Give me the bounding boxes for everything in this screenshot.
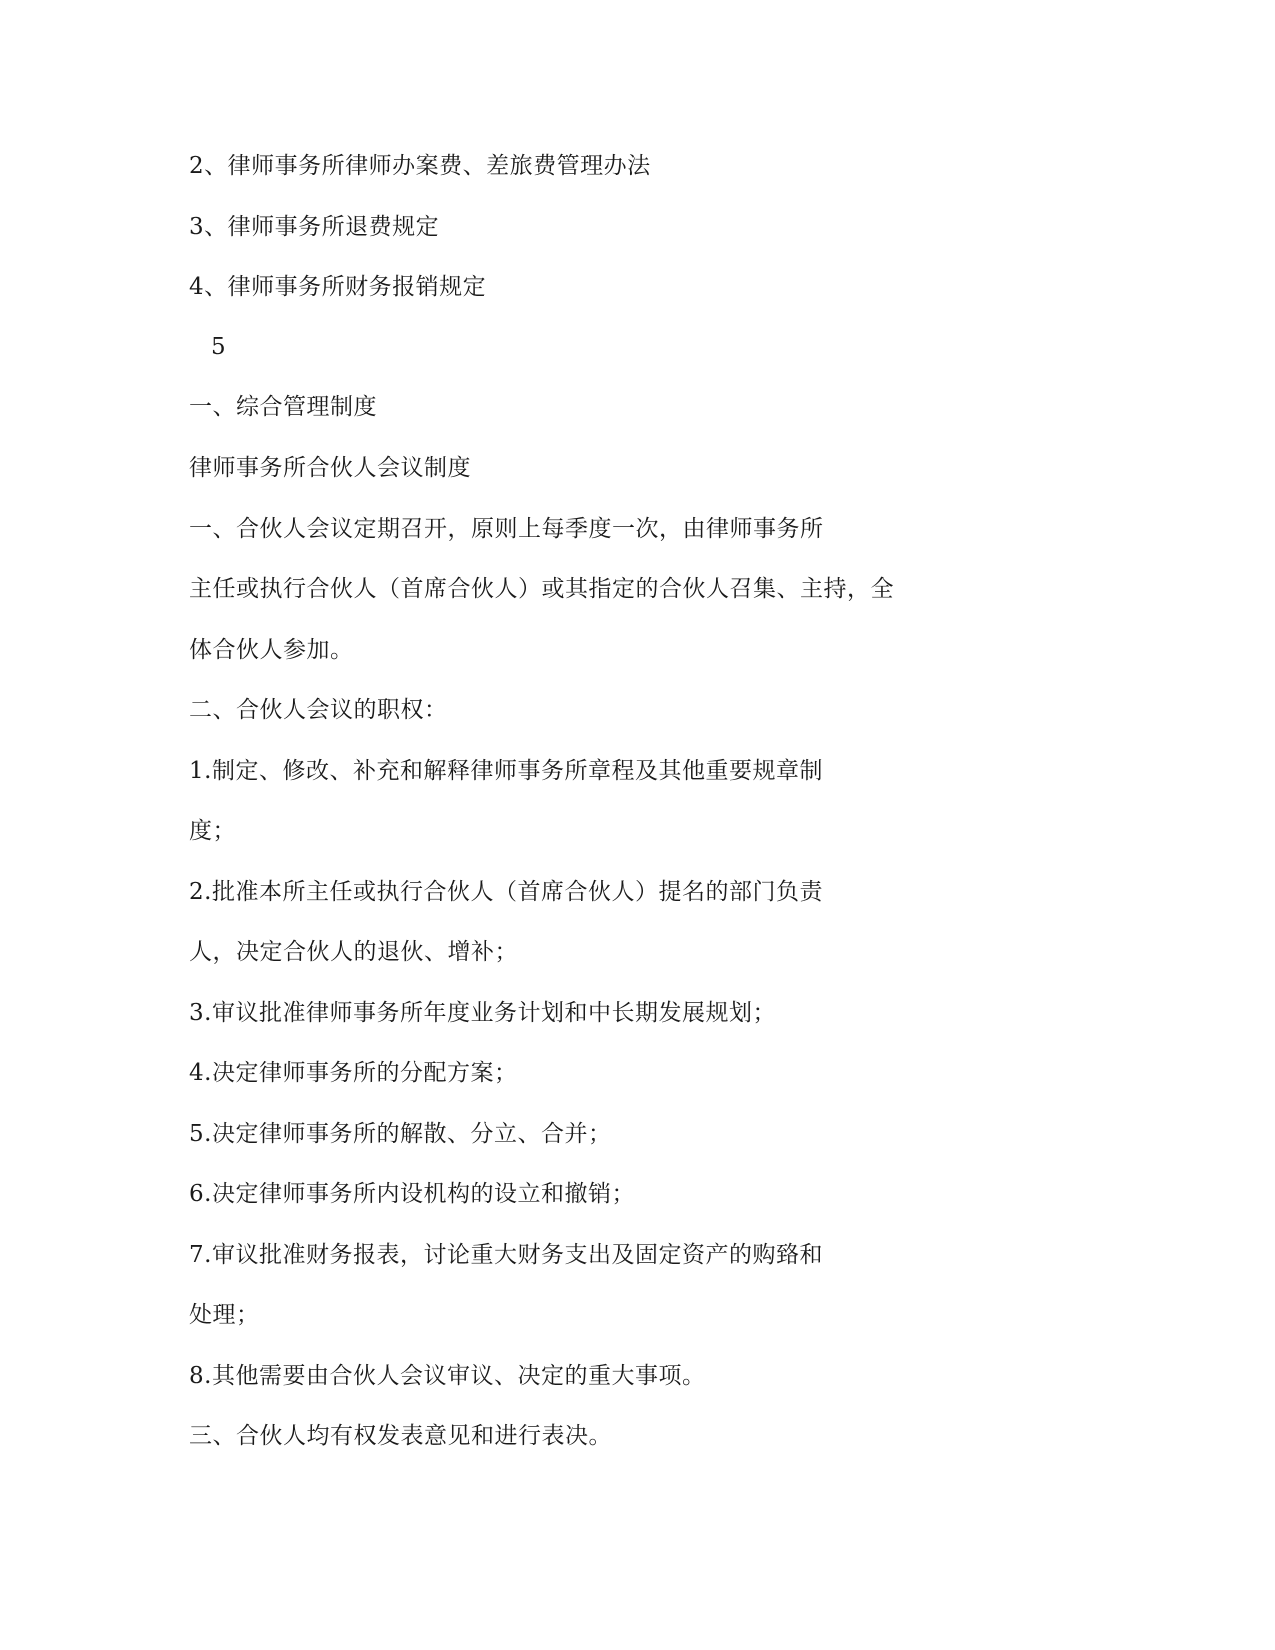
page-number: 5 [211,334,227,360]
text-line-8: 主任或执行合伙人（首席合伙人）或其指定的合伙人召集、主持，全 [189,576,894,602]
text-line-3: 4、律师事务所财务报销规定 [189,274,487,300]
text-line-7: 一、合伙人会议定期召开，原则上每季度一次，由律师事务所 [189,516,824,542]
text-line-2: 3、律师事务所退费规定 [189,214,440,240]
text-line-1: 2、律师事务所律师办案费、差旅费管理办法 [189,153,651,179]
text-line-19: 7.审议批准财务报表，讨论重大财务支出及固定资产的购臵和 [189,1242,823,1268]
text-line-20: 处理； [189,1302,260,1328]
text-line-11: 1.制定、修改、补充和解释律师事务所章程及其他重要规章制 [189,758,823,784]
text-line-13: 2.批准本所主任或执行合伙人（首席合伙人）提名的部门负责 [189,879,823,905]
text-line-16: 4.决定律师事务所的分配方案； [189,1060,518,1086]
text-line-18: 6.决定律师事务所内设机构的设立和撤销； [189,1181,635,1207]
text-line-14: 人，决定合伙人的退伙、增补； [189,939,518,965]
text-line-21: 8.其他需要由合伙人会议审议、决定的重大事项。 [189,1363,706,1389]
text-line-10: 二、合伙人会议的职权： [189,697,448,723]
section-heading: 一、综合管理制度 [189,394,377,420]
document-title: 律师事务所合伙人会议制度 [189,455,471,481]
text-line-22: 三、合伙人均有权发表意见和进行表决。 [189,1423,612,1449]
text-line-17: 5.决定律师事务所的解散、分立、合并； [189,1121,612,1147]
text-line-15: 3.审议批准律师事务所年度业务计划和中长期发展规划； [189,1000,776,1026]
text-line-9: 体合伙人参加。 [189,637,354,663]
text-line-12: 度； [189,818,236,844]
